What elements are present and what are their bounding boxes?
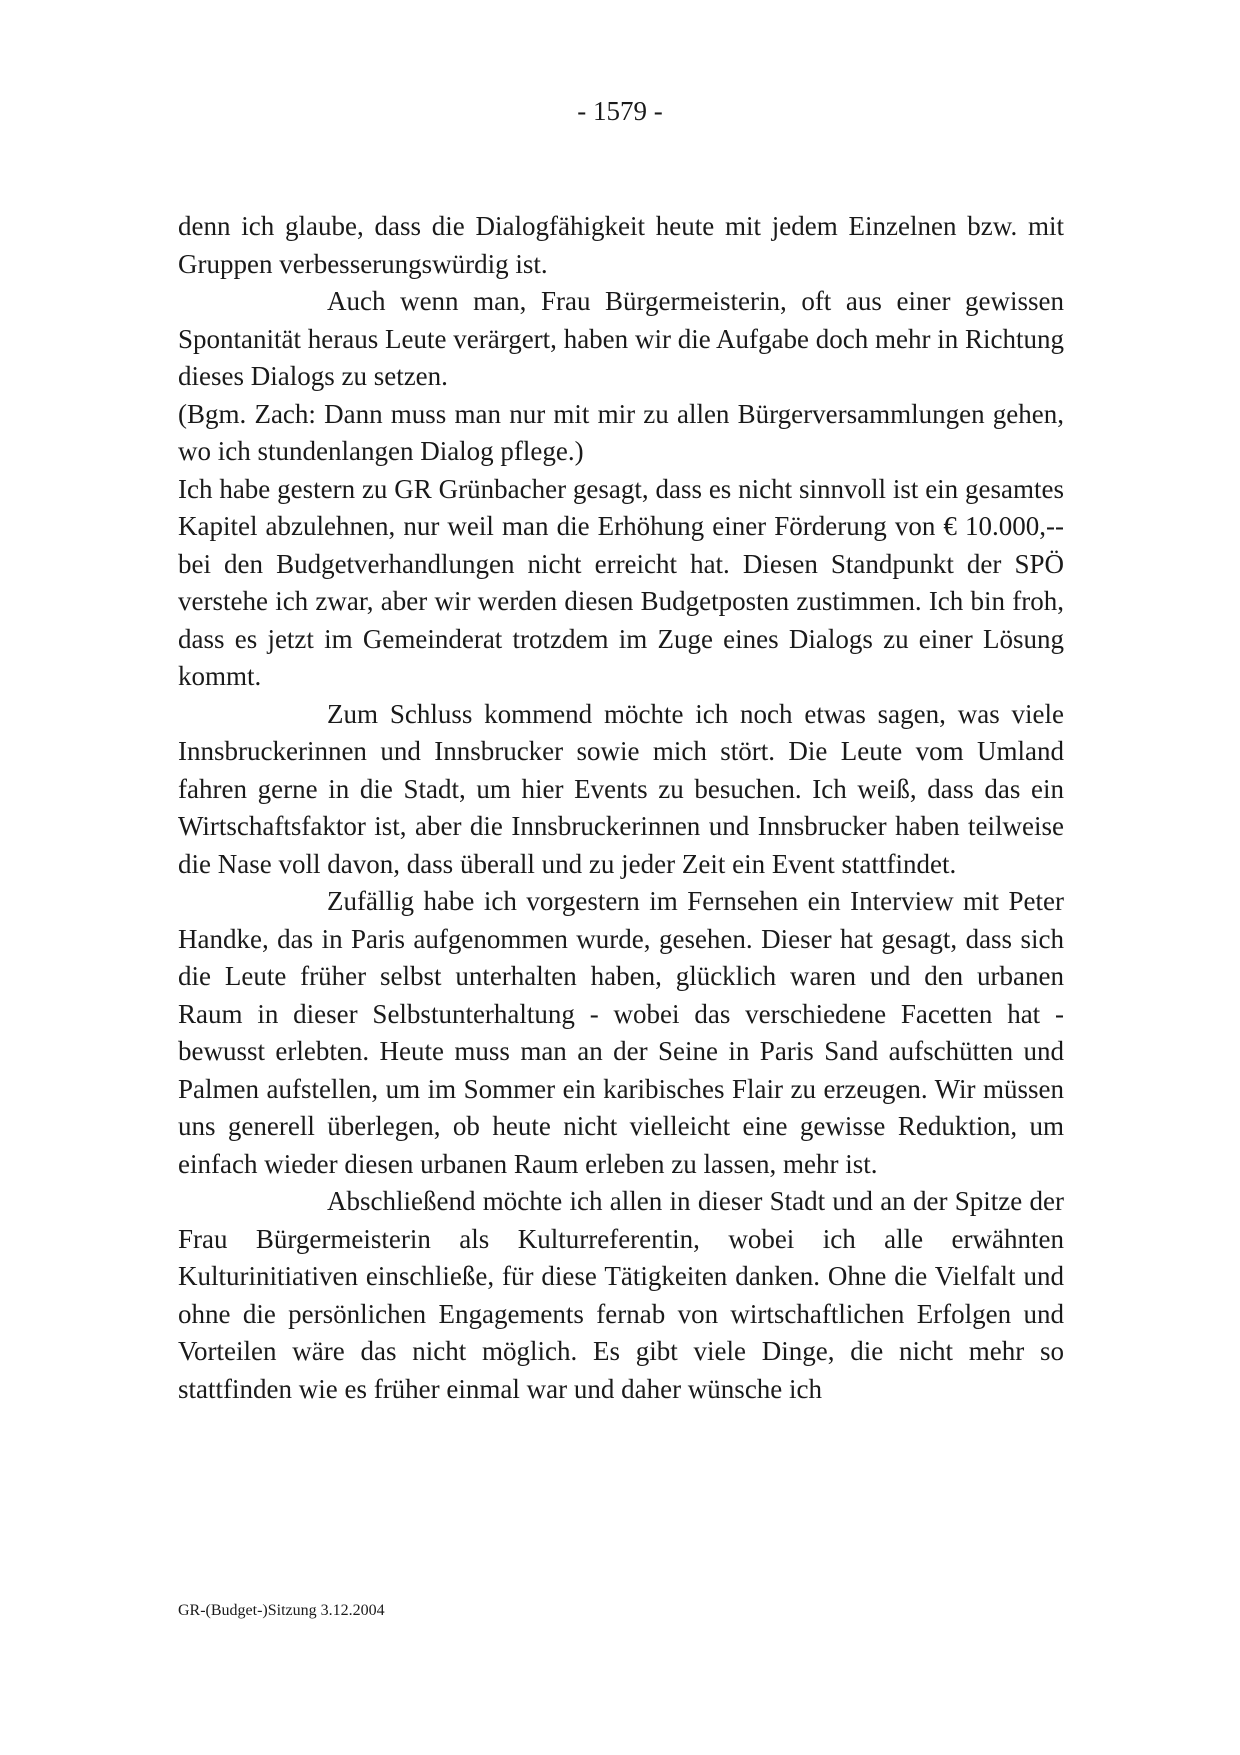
paragraph: denn ich glaube, dass die Dialogfähigkeit heute mit jedem Einzelnen bzw. mit Gruppen verbesserungswürdig ist. (178, 211, 1064, 279)
paragraph: Zum Schluss kommend möchte ich noch etwas sagen, was viele Innsbruckerinnen und Innsbrucker sowie mich stört. Die Leute vom Umland fahren gerne in die Stadt, um hier Events zu besuchen. Ich weiß, dass das ein Wirtschaftsfaktor ist, aber die Innsbruckerinnen und Innsbrucker haben teilweise die Nase voll davon, dass überall und zu jeder Zeit ein Event stattfindet. (178, 698, 1064, 879)
body-text (178, 208, 1064, 1408)
paragraph: Zufällig habe ich vorgestern im Fernsehen ein Interview mit Peter Handke, das in Paris aufgenommen wurde, gesehen. Dieser hat gesagt, dass sich die Leute früher selbst unterhalten haben, glücklich waren und den urbanen Raum in dieser Selbstunterhaltung - wobei das verschiedene Facetten hat - bewusst erlebten. Heute muss man an der Seine in Paris Sand aufschütten und Palmen aufstellen, um im Sommer ein karibisches Flair zu erzeugen. Wir müssen uns generell überlegen, ob heute nicht vielleicht eine gewisse Reduktion, um einfach wieder diesen urbanen Raum erleben zu lassen, mehr ist. (178, 886, 1064, 1179)
paragraph: Ich habe gestern zu GR Grünbacher gesagt, dass es nicht sinnvoll ist ein gesamtes Kapitel abzulehnen, nur weil man die Erhöhung einer Förderung von € 10.000,-- bei den Budgetverhandlungen nicht erreicht hat. Diesen Standpunkt der SPÖ verstehe ich zwar, aber wir werden diesen Budgetposten zustimmen. Ich bin froh, dass es jetzt im Gemeinderat trotzdem im Zuge eines Dialogs zu einer Lösung kommt. (178, 473, 1064, 691)
paragraph: Abschließend möchte ich allen in dieser Stadt und an der Spitze der Frau Bürgermeisterin als Kulturreferentin, wobei ich alle erwähnten Kulturinitiativen einschließe, für diese Tätigkeiten danken. Ohne die Vielfalt und ohne die persönlichen Engagements fernab von wirtschaftlichen Erfolgen und Vorteilen wäre das nicht möglich. Es gibt viele Dinge, die nicht mehr so stattfinden wie es früher einmal war und daher wünsche ich (178, 1186, 1064, 1404)
interjection-paragraph: (Bgm. Zach: Dann muss man nur mit mir zu allen Bürgerversammlungen gehen, wo ich stundenlangen Dialog pflege.) (178, 398, 1064, 466)
paragraph: Auch wenn man, Frau Bürgermeisterin, oft aus einer gewissen Spontanität heraus Leute verärgert, haben wir die Aufgabe doch mehr in Richtung dieses Dialogs zu setzen. (178, 286, 1064, 391)
footer-session-label: GR-(Budget-)Sitzung 3.12.2004 (178, 1602, 385, 1619)
page-number: - 1579 - (577, 96, 663, 126)
